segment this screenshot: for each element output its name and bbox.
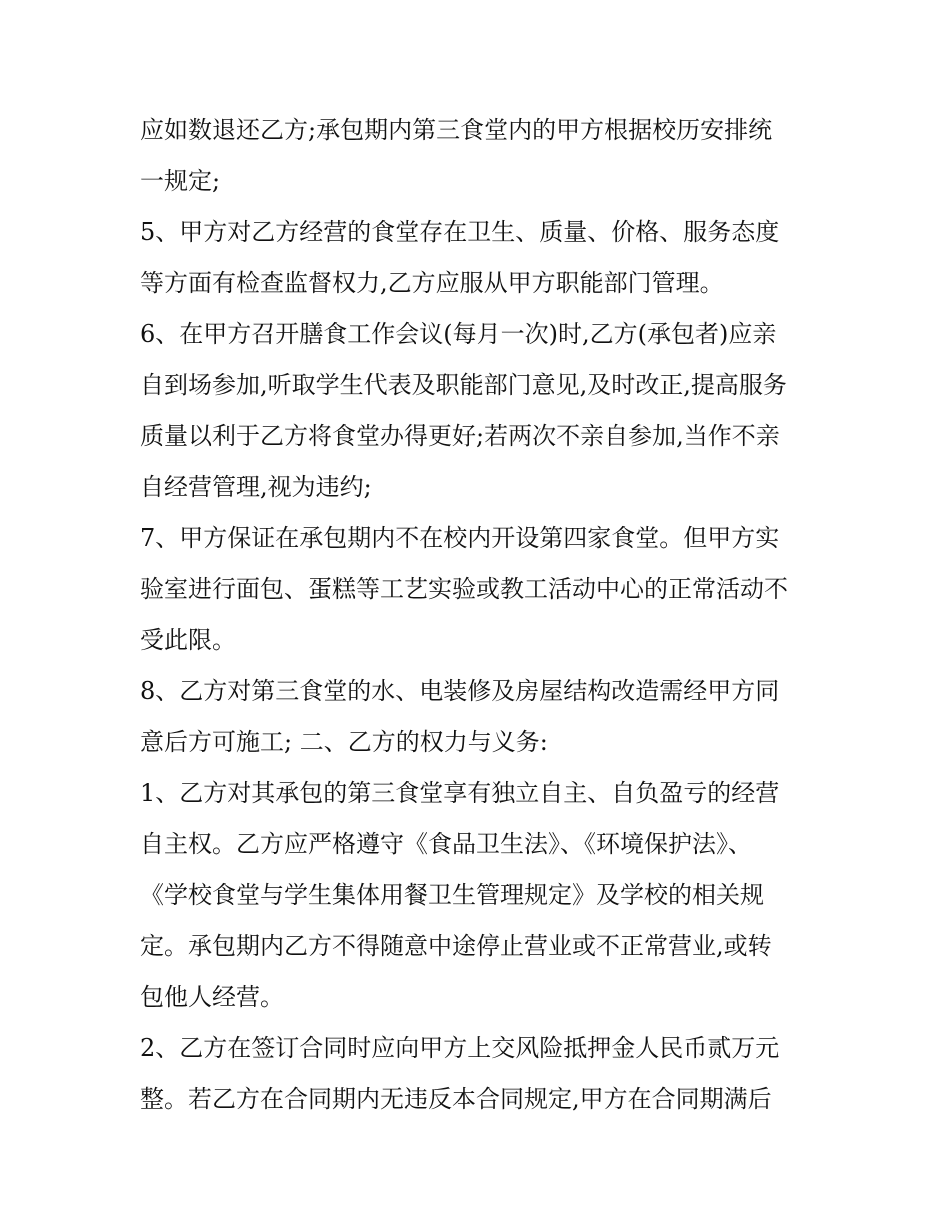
- text-line: 质量以利于乙方将食堂办得更好;若两次不亲自参加,当作不亲: [140, 422, 780, 450]
- text-line: 受此限。: [140, 626, 236, 654]
- text-line: 验室进行面包、蛋糕等工艺实验或教工活动中心的正常活动不: [140, 575, 788, 603]
- text-line: 7、甲方保证在承包期内不在校内开设第四家食堂。但甲方实: [140, 524, 780, 552]
- text-line: 5、甲方对乙方经营的食堂存在卫生、质量、价格、服务态度: [140, 218, 780, 246]
- text-line: 意后方可施工; 二、乙方的权力与义务:: [140, 728, 548, 756]
- text-line: 整。若乙方在合同期内无违反本合同规定,甲方在合同期满后: [140, 1085, 772, 1113]
- text-line: 一规定;: [140, 167, 221, 195]
- text-line: 8、乙方对第三食堂的水、电装修及房屋结构改造需经甲方同: [140, 677, 780, 705]
- document-body: [140, 105, 820, 1125]
- text-line: 应如数退还乙方;承包期内第三食堂内的甲方根据校历安排统: [140, 116, 773, 144]
- text-line: 2、乙方在签订合同时应向甲方上交风险抵押金人民币贰万元: [140, 1034, 780, 1062]
- text-line: 自经营管理,视为违约;: [140, 473, 372, 501]
- text-line: 1、乙方对其承包的第三食堂享有独立自主、自负盈亏的经营: [140, 779, 780, 807]
- text-line: 6、在甲方召开膳食工作会议(每月一次)时,乙方(承包者)应亲: [140, 320, 777, 348]
- text-line: 《学校食堂与学生集体用餐卫生管理规定》及学校的相关规: [140, 881, 764, 909]
- text-line: 等方面有检查监督权力,乙方应服从甲方职能部门管理。: [140, 269, 724, 297]
- text-line: 自到场参加,听取学生代表及职能部门意见,及时改正,提高服务: [140, 371, 787, 399]
- text-line: 定。承包期内乙方不得随意中途停止营业或不正常营业,或转: [140, 932, 772, 960]
- text-line: 包他人经营。: [140, 983, 284, 1011]
- text-line: 自主权。乙方应严格遵守《食品卫生法》、《环境保护法》、: [140, 830, 752, 858]
